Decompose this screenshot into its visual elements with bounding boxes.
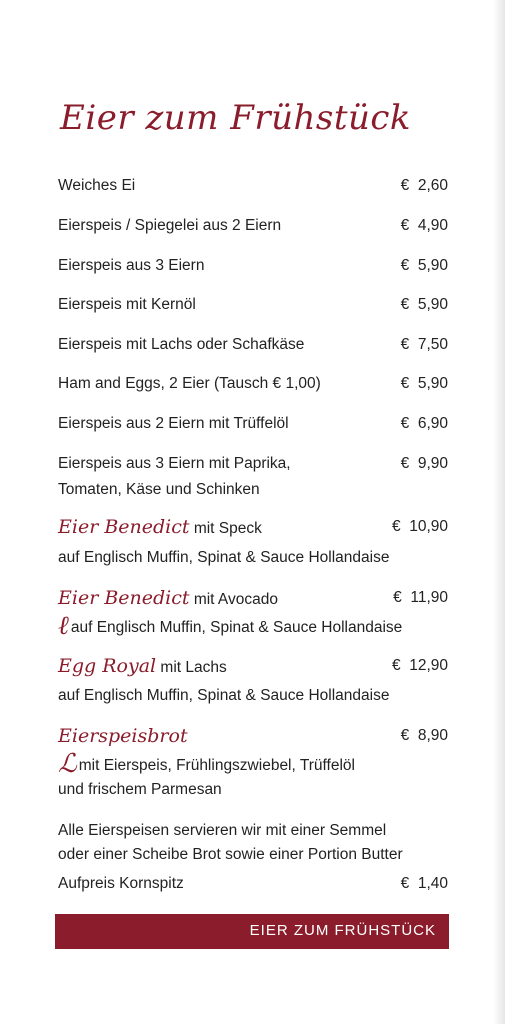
item-name: Aufpreis Kornspitz — [58, 875, 184, 892]
item-price: € 2,60 — [400, 177, 448, 194]
item-name: Eierspeis mit Kernöl — [58, 296, 196, 313]
item-name: Eierspeis mit Lachs oder Schafkäse — [58, 336, 305, 353]
item-price: € 11,90 — [393, 589, 448, 606]
item-name: Eierspeis aus 2 Eiern mit Trüffelöl — [58, 415, 289, 432]
page-edge-shadow — [493, 0, 505, 1024]
special-script-name: Eier Benedict — [58, 587, 190, 609]
special-script-name: Eierspeisbrot — [58, 725, 188, 747]
item-price: € 9,90 — [400, 455, 448, 472]
item-price: € 7,50 — [400, 336, 448, 353]
section-footer-label: EIER ZUM FRÜHSTÜCK — [249, 922, 436, 939]
item-price: € 6,90 — [400, 415, 448, 432]
item-price: € 12,90 — [391, 657, 448, 674]
item-name-line2: Tomaten, Käse und Schinken — [58, 481, 260, 498]
special-suffix: mit Avocado — [189, 591, 278, 608]
item-name: Eierspeis / Spiegelei aus 2 Eiern — [58, 217, 282, 234]
special-script-name: Egg Royal — [58, 655, 157, 677]
item-price: € 5,90 — [400, 296, 448, 313]
flourish-ornament: ℒ — [58, 749, 77, 779]
section-footer-bar — [55, 914, 449, 949]
page-title: Eier zum Frühstück — [60, 98, 412, 138]
menu-page: Eier zum Frühstück Weiches Ei € 2,60 Eierspeis / Spiegelei aus 2 Eiern € 4,90 Eierspeis aus 3 Eiern € 5,90 Eierspeis mit Kernöl € 5,90 Eierspeis mit Lachs oder Schafkäse € 7,50 Ham and Eggs, 2 Eier (Tausch € 1,00) € 5,90 Eierspeis aus 2 Eiern mit Trüffelöl € 6,90 Eierspeis aus 3 Eiern mit Paprika, € 9,90 Tomaten, Käse und Schinken Eier Benedict mit Speck € 10,90 auf Englisch Muffin, Spinat & Sauce Hollandaise Eier Benedict mit Avocado € 11,90 ℓauf Englisch Muffin, Spinat & Sauce Hollandaise Egg Royal mit Lachs € 12,90 auf Englisch Muffin, Spinat & Sauce Hollandaise Eierspeisbrot € 8,90 ℒmit Eierspeis, Frühlingszwiebel, Trüffelöl und frischem Parmesan Alle Eierspeisen servieren wir mit einer Semmel oder einer Scheibe Brot sowie einer Portion Butter Aufpreis Kornspitz € 1,40 EIER ZUM FRÜHSTÜCK — [0, 0, 505, 1024]
item-price: € 8,90 — [400, 727, 448, 744]
special-suffix: mit Speck — [189, 520, 262, 537]
item-name: Eierspeis aus 3 Eiern mit Paprika, — [58, 455, 291, 472]
item-price: € 5,90 — [400, 257, 448, 274]
special-suffix: mit Lachs — [156, 659, 227, 676]
item-name: Weiches Ei — [58, 177, 136, 194]
item-price: € 4,90 — [400, 217, 448, 234]
item-name: Ham and Eggs, 2 Eier (Tausch € 1,00) — [58, 375, 321, 392]
item-price: € 1,40 — [400, 875, 448, 892]
item-name: Eierspeis aus 3 Eiern — [58, 257, 205, 274]
special-script-name: Eier Benedict — [58, 516, 190, 538]
item-price: € 10,90 — [391, 518, 448, 535]
flourish-ornament: ℓ — [58, 611, 69, 641]
item-price: € 5,90 — [400, 375, 448, 392]
